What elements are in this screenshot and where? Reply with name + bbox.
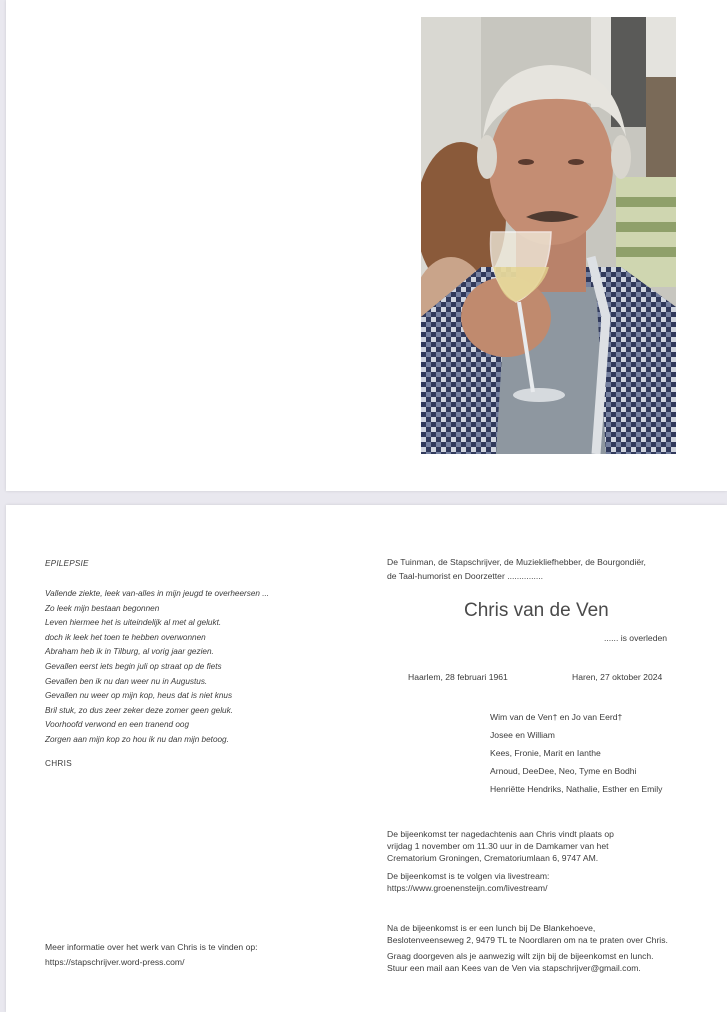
poem-line: Leven hiermee het is uiteindelijk al met al gelukt. [45,618,222,628]
card-front-page [6,0,727,491]
ceremony-line: De bijeenkomst ter nagedachtenis aan Chris vindt plaats op [387,829,614,839]
lunch-line: Na de bijeenkomst is er een lunch bij De Blankehoeve, [387,923,596,933]
ceremony-line: Crematorium Groningen, Crematoriumlaan 6, 9747 AM. [387,853,599,863]
poem-line: Gevallen nu weer op mijn kop, heus dat is niet knus [45,691,233,701]
poem-title: EPILEPSIE [45,559,89,568]
family-line: Henriëtte Hendriks, Nathalie, Esther en Emily [490,784,663,794]
livestream-link[interactable]: https://www.groenensteijn.com/livestream/ [387,883,548,893]
poem-line: Abraham heb ik in Tilburg, al vorig jaar gezien. [45,647,214,657]
poem-line: Vallende ziekte, leek van-alles in mijn jeugd te overheersen ... [45,589,270,598]
birth-place-date: Haarlem, 28 februari 1961 [408,672,508,682]
more-info-text: Meer informatie over het werk van Chris is te vinden op: [45,942,258,952]
card-inside-page [6,505,727,1012]
family-line: Wim van de Ven† en Jo van Eerd† [490,712,623,722]
poem-line: Gevallen ben ik nu dan weer nu in Augustus. [45,676,208,686]
poem-line: Gevallen eerst iets begin juli op straat op de fiets [45,661,222,671]
lunch-line: Graag doorgeven als je aanwezig wilt zijn bij de bijeenkomst en lunch. [387,951,654,961]
poem-line: Voorhoofd verwond en een tranend oog [45,720,189,730]
nicknames-line: De Tuinman, de Stapschrijver, de Muziekliefhebber, de Bourgondiër, [387,557,646,567]
portrait-photo [421,17,676,454]
deceased-name: Chris van de Ven [464,600,609,621]
poem-line: Zo leek mijn bestaan begonnen [45,603,160,613]
lunch-info [387,922,668,974]
family-line: Kees, Fronie, Marit en Ianthe [490,748,601,758]
poem-body [45,587,269,748]
livestream-text: De bijeenkomst is te volgen via livestream: [387,871,550,881]
ceremony-line: vrijdag 1 november om 11.30 uur in de Damkamer van het [387,841,609,851]
family-line: Arnoud, DeeDee, Neo, Tyme en Bodhi [490,766,637,776]
poem-line: Zorgen aan mijn kop zo hou ik nu dan mijn betoog. [45,734,229,744]
poem-line: Bril stuk, zo dus zeer zeker deze zomer geen geluk. [45,705,233,715]
ceremony-info [387,828,614,894]
death-place-date: Haren, 27 oktober 2024 [572,672,663,682]
nicknames-line: de Taal-humorist en Doorzetter ............... [387,571,544,581]
lunch-line: Beslotenveenseweg 2, 9479 TL te Noordlaren om na te praten over Chris. [387,935,668,945]
lunch-contact-line: Stuur een mail aan Kees van de Ven via stapschrijver@gmail.com. [387,963,641,973]
family-line: Josee en William [490,730,555,740]
poem-signature: CHRIS [45,759,72,768]
portrait-illustration [421,17,676,454]
more-info-link[interactable]: https://stapschrijver.word-press.com/ [45,957,185,967]
poem-line: doch ik leek het toen te hebben overwonnen [45,632,206,642]
family-list [490,708,662,798]
passed-away-text: ...... is overleden [604,633,668,643]
